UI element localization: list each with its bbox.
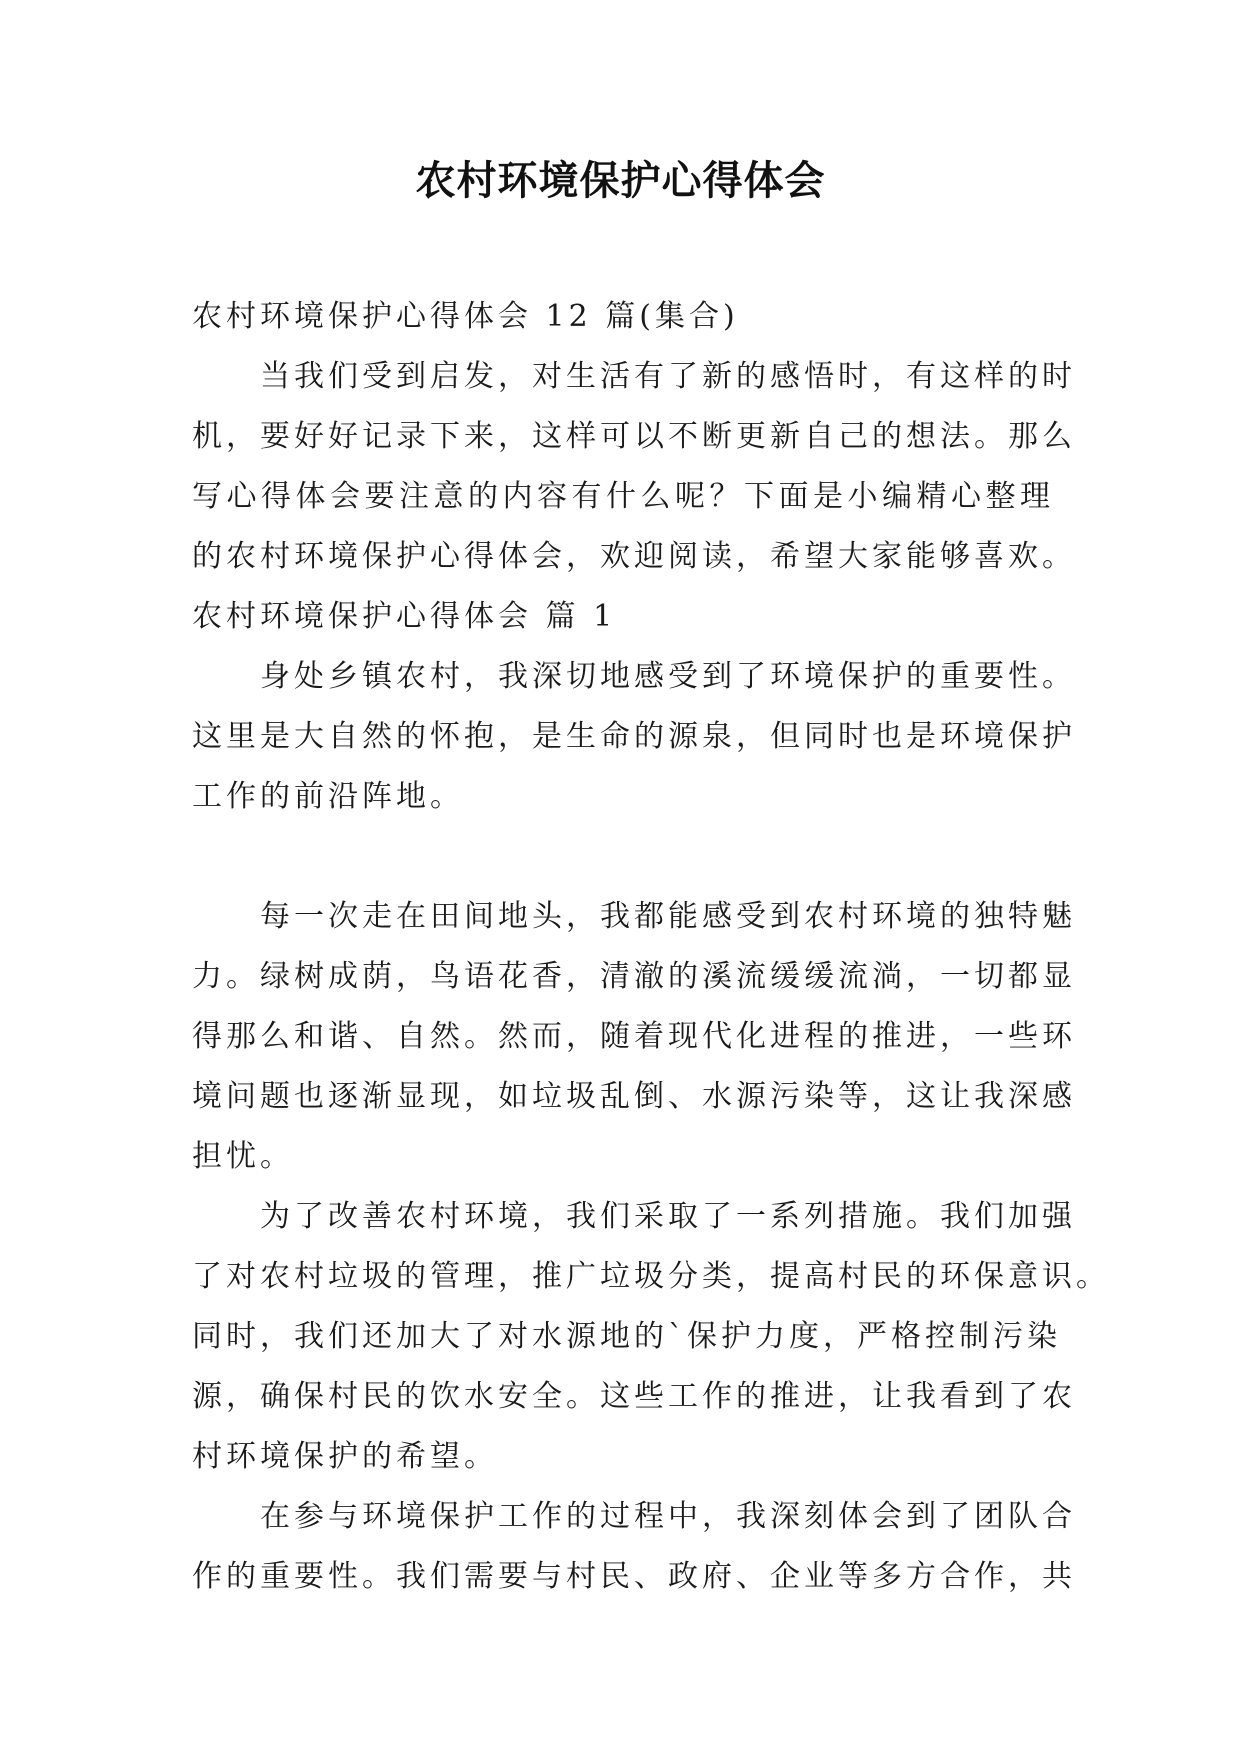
para2-line-3: 得那么和谐、自然。然而，随着现代化进程的推进，一些环 [192, 1019, 1076, 1054]
para1-line-2: 这里是大自然的怀抱，是生命的源泉，但同时也是环境保护 [192, 719, 1076, 754]
intro-line-3: 写心得体会要注意的内容有什么呢？下面是小编精心整理 [192, 479, 1054, 514]
para4-line-2: 作的重要性。我们需要与村民、政府、企业等多方合作，共 [192, 1559, 1076, 1594]
para4-line-1: 在参与环境保护工作的过程中，我深刻体会到了团队合 [260, 1499, 1076, 1534]
para2-line-5: 担忧。 [192, 1139, 294, 1174]
para3-line-3: 同时，我们还加大了对水源地的`保护力度，严格控制污染 [192, 1319, 1061, 1354]
para1-line-3: 工作的前沿阵地。 [192, 779, 464, 814]
intro-line-4: 的农村环境保护心得体会，欢迎阅读，希望大家能够喜欢。 [192, 539, 1076, 574]
document-body [192, 287, 1110, 1607]
para2-line-4: 境问题也逐渐显现，如垃圾乱倒、水源污染等，这让我深感 [192, 1079, 1076, 1114]
section-heading: 农村环境保护心得体会 篇 1 [192, 599, 617, 634]
para2-line-1: 每一次走在田间地头，我都能感受到农村环境的独特魅 [260, 899, 1076, 934]
intro-line-2: 机，要好好记录下来，这样可以不断更新自己的想法。那么 [192, 419, 1076, 454]
document-title: 农村环境保护心得体会 [415, 158, 826, 204]
subtitle-line: 农村环境保护心得体会 12 篇(集合) [192, 299, 739, 334]
para3-line-1: 为了改善农村环境，我们采取了一系列措施。我们加强 [260, 1199, 1076, 1234]
intro-line-1: 当我们受到启发，对生活有了新的感悟时，有这样的时 [260, 359, 1076, 394]
para3-line-4: 源，确保村民的饮水安全。这些工作的推进，让我看到了农 [192, 1379, 1076, 1414]
para2-line-2: 力。绿树成荫，鸟语花香，清澈的溪流缓缓流淌，一切都显 [192, 959, 1076, 994]
para1-line-1: 身处乡镇农村，我深切地感受到了环境保护的重要性。 [260, 659, 1076, 694]
paragraph-gap [192, 827, 1054, 887]
para3-line-2: 了对农村垃圾的管理，推广垃圾分类，提高村民的环保意识。 [192, 1259, 1110, 1294]
para3-line-5: 村环境保护的希望。 [192, 1439, 498, 1474]
